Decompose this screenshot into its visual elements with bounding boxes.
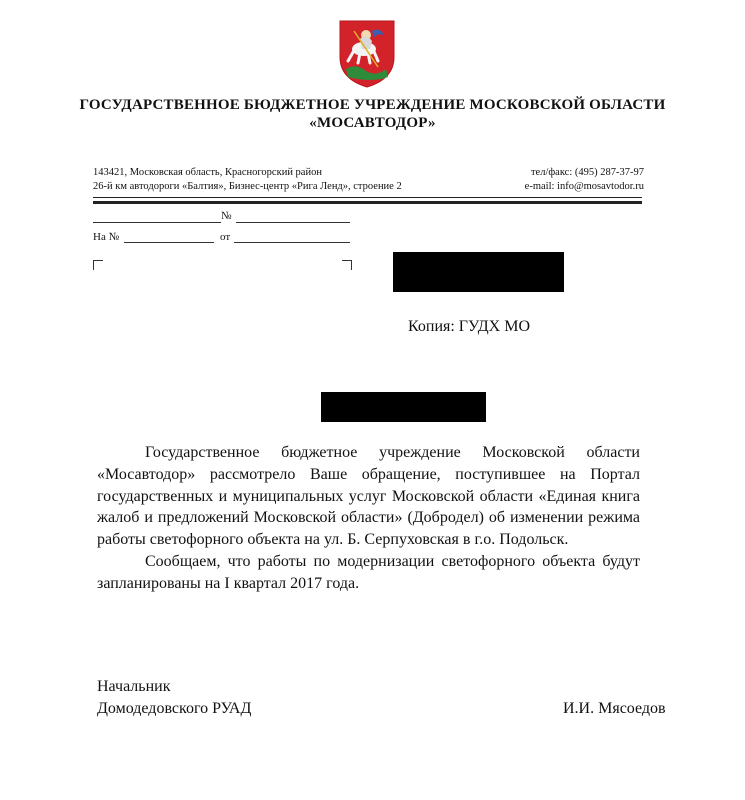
- organization-short-name: «МОСАВТОДОР»: [309, 115, 436, 131]
- email: e-mail: info@mosavtodor.ru: [524, 181, 644, 192]
- address-corner-left: [93, 260, 103, 270]
- signatory-position: [97, 676, 251, 720]
- outgoing-number-line: [236, 222, 350, 223]
- letter-body: [97, 442, 640, 595]
- position-department: Домодедовского РУАД: [97, 700, 252, 717]
- in-reply-label: На №: [93, 231, 120, 243]
- header-divider-thick: [93, 201, 642, 204]
- header-divider-thin: [93, 197, 642, 198]
- organization-name: ГОСУДАРСТВЕННОЕ БЮДЖЕТНОЕ УЧРЕЖДЕНИЕ МОСКОВСКОЙ ОБЛАСТИ: [79, 97, 666, 113]
- outgoing-date-line: [93, 222, 221, 223]
- position-title: Начальник: [97, 678, 171, 695]
- incoming-number-line: [124, 242, 214, 243]
- address-corner-right: [342, 260, 352, 270]
- phone-fax: тел/факс: (495) 287-37-97: [530, 167, 644, 178]
- number-label: №: [221, 210, 232, 222]
- copy-recipient: Копия: ГУДХ МО: [408, 318, 531, 335]
- contacts-block: [498, 166, 644, 194]
- body-paragraph: Государственное бюджетное учреждение Московской области «Мосавтодор» рассмотрело Ваше обращение, поступившее на Портал государственных и муниципальных услуг Московской области «Единая книга жалоб и предложений Московской области» (Добродел) об изменении режима работы светофорного объекта на ул. Б. Серпуховская в г.о. Подольск.: [97, 444, 640, 549]
- redacted-salutation: [321, 392, 486, 422]
- address-line: 143421, Московская область, Красногорский район: [93, 167, 322, 178]
- signatory-name: И.И. Мясоедов: [563, 700, 666, 717]
- address-line: 26-й км автодороги «Балтия», Бизнес-центр «Рига Ленд», строение 2: [93, 181, 402, 192]
- address-block: [93, 166, 402, 194]
- from-label: от: [220, 231, 231, 243]
- coat-of-arms-icon: [332, 17, 402, 89]
- incoming-date-line: [234, 242, 350, 243]
- redacted-addressee: [393, 252, 564, 292]
- body-paragraph: Сообщаем, что работы по модернизации светофорного объекта будут запланированы на I квартал 2017 года.: [97, 552, 640, 592]
